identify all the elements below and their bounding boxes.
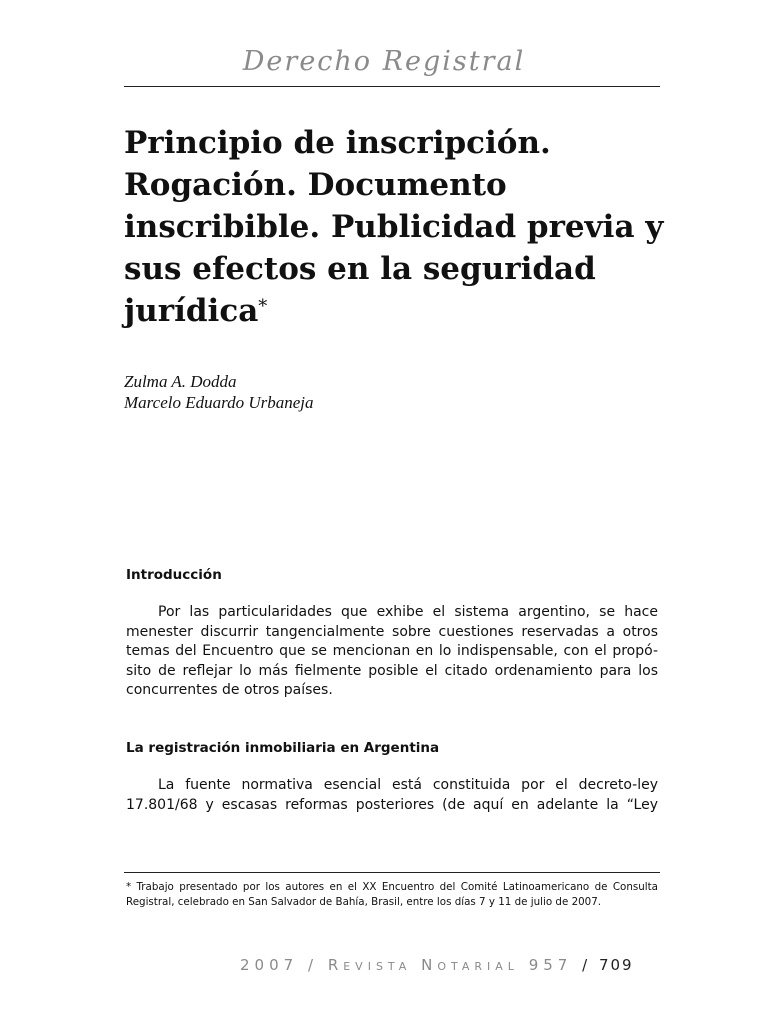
author-name: Zulma A. Dodda (124, 372, 237, 391)
footer-year: 2007 (240, 956, 299, 974)
footer-separator: / (307, 956, 319, 974)
page-number: 709 (598, 956, 634, 974)
page-footer (240, 956, 634, 974)
footnote-rule (124, 872, 660, 873)
header-rule (124, 86, 660, 87)
title-footnote-marker: * (258, 296, 268, 317)
text-line: sito de reflejar lo más fielmente posible el citado ordenamiento para los (126, 662, 658, 679)
paragraph-registracion (126, 776, 658, 815)
text-line: concurrentes de otros países. (126, 682, 333, 698)
footer-page-separator: / (582, 956, 590, 974)
footnote: * Trabajo presentado por los autores en el XX Encuentro del Comité Latinoamericano de Consulta Registral, celebrado en San Salvador de Bahía, Brasil, entre los días 7 y 11 de julio de 2007. (126, 881, 658, 908)
section-heading-registracion: La registración inmobiliaria en Argentina (126, 740, 440, 756)
text-line: 17.801/68 y escasas reformas posteriores (de aquí en adelante la “Ley (126, 796, 658, 813)
author-name: Marcelo Eduardo Urbaneja (124, 393, 314, 412)
article-title (124, 122, 664, 332)
author-list (124, 371, 314, 413)
text-line: La fuente normativa esencial está constituida por el decreto-ley (158, 777, 658, 793)
footer-issue: 957 (528, 956, 573, 974)
title-text: Principio de inscripción. Rogación. Documento inscribible. Publicidad previa y sus efectos en la seguridad jurídica (124, 125, 664, 329)
running-head: Derecho Registral (242, 46, 526, 77)
section-heading-introduccion: Introducción (126, 567, 222, 583)
paragraph-introduccion (126, 603, 658, 701)
text-line: menester discurrir tangencialmente sobre cuestiones reservadas a otros (126, 623, 658, 640)
text-line: temas del Encuentro que se mencionan en lo indispensable, con el propó- (126, 643, 658, 659)
footer-journal: Revista Notarial (327, 956, 519, 974)
text-line: Por las particularidades que exhibe el sistema argentino, se hace (158, 604, 658, 620)
